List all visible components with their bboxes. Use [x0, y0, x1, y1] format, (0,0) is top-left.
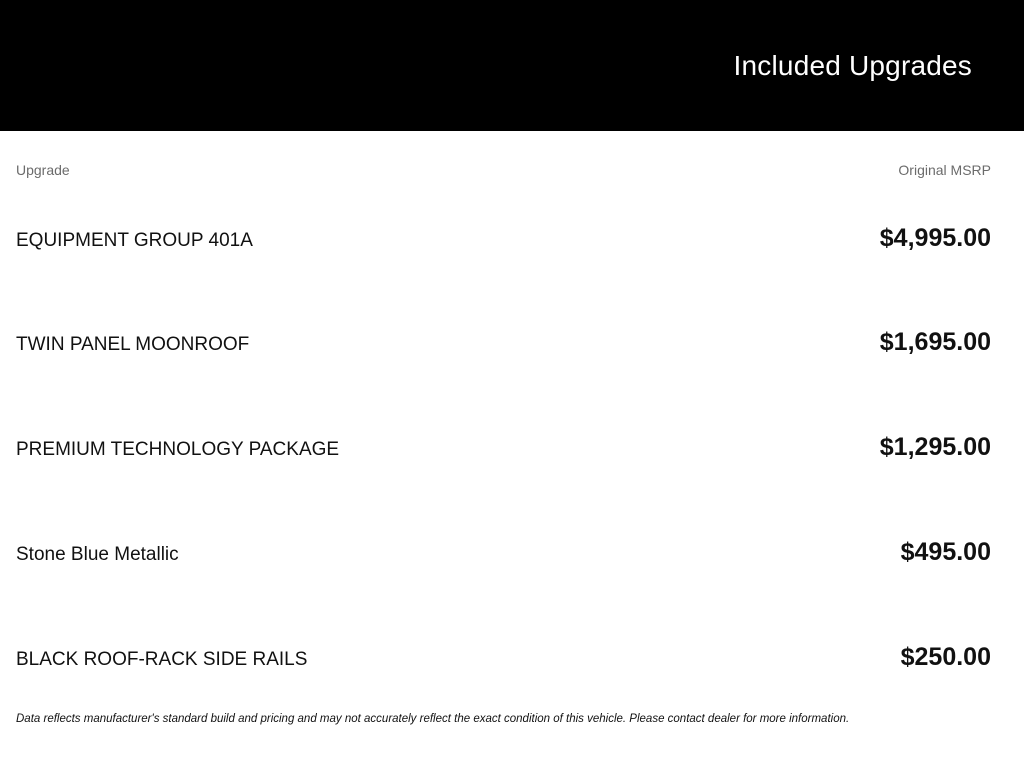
- upgrade-price: $495.00: [900, 538, 991, 566]
- upgrade-name: Stone Blue Metallic: [16, 544, 179, 565]
- disclaimer-text: Data reflects manufacturer's standard build and pricing and may not accurately reflect the exact condition of this vehicle. Please contact dealer for more information.: [16, 713, 850, 725]
- upgrades-list: [16, 0, 991, 768]
- upgrade-name: BLACK ROOF-RACK SIDE RAILS: [16, 649, 308, 670]
- upgrade-price: $1,295.00: [879, 433, 991, 461]
- list-item: [16, 223, 991, 257]
- list-item: [16, 642, 991, 676]
- list-item: [16, 327, 991, 361]
- upgrade-name: TWIN PANEL MOONROOF: [16, 334, 250, 355]
- msrp-column-header: Original MSRP: [898, 162, 991, 178]
- list-item: [16, 432, 991, 466]
- upgrade-price: $250.00: [900, 643, 991, 671]
- upgrade-price: $1,695.00: [879, 328, 991, 356]
- page-title: Included Upgrades: [733, 50, 972, 81]
- upgrade-name: EQUIPMENT GROUP 401A: [16, 230, 253, 251]
- upgrade-name: PREMIUM TECHNOLOGY PACKAGE: [16, 439, 340, 460]
- upgrade-price: $4,995.00: [879, 224, 991, 252]
- list-item: [16, 537, 991, 571]
- upgrade-column-header: Upgrade: [16, 162, 70, 178]
